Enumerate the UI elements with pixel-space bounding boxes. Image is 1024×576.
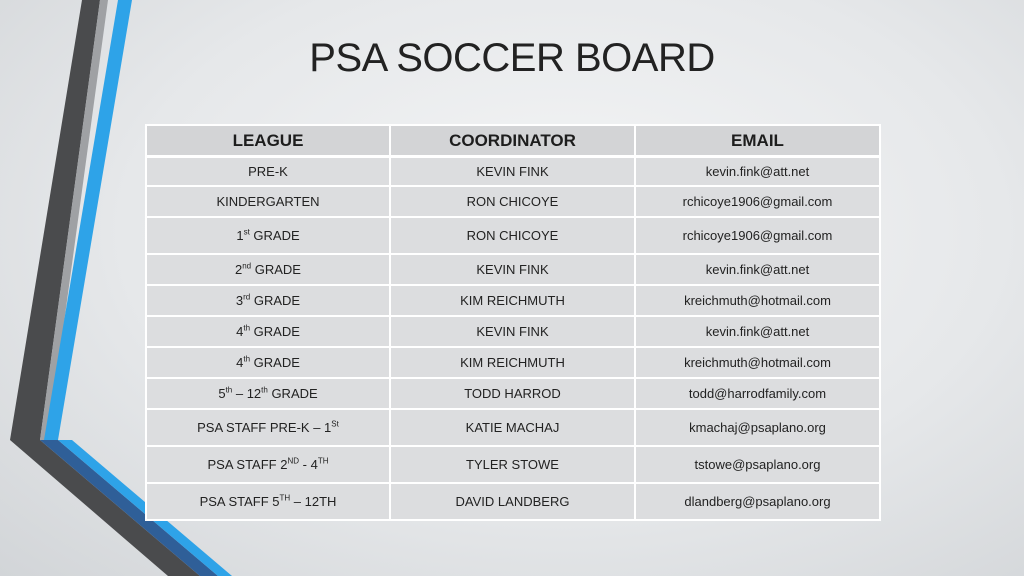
- grade-suffix: rd: [243, 292, 251, 302]
- header-coordinator: COORDINATOR: [390, 125, 635, 157]
- table-row: [146, 254, 880, 285]
- grade-suffix: th: [261, 385, 268, 395]
- grade-number: 1: [236, 228, 244, 243]
- league-cell: [146, 409, 390, 446]
- grade-suffix: th: [225, 385, 233, 395]
- league-cell: [146, 254, 390, 285]
- coordinator-cell: KEVIN FINK: [390, 316, 635, 347]
- grade-label: GRADE: [249, 228, 300, 243]
- grade-number: 3: [235, 293, 244, 308]
- league-cell: [146, 446, 390, 483]
- staff-label: PSA STAFF PRE-K – 1: [197, 420, 332, 435]
- grade-suffix: th: [243, 354, 251, 364]
- email-cell: kreichmuth@hotmail.com: [635, 347, 880, 378]
- grade-suffix: st: [243, 227, 250, 237]
- grade-suffix: St: [331, 419, 339, 429]
- league-cell: PRE-K: [146, 157, 390, 187]
- header-league: LEAGUE: [146, 125, 390, 157]
- league-cell: [146, 347, 390, 378]
- email-cell: kreichmuth@hotmail.com: [635, 285, 880, 316]
- email-cell: kevin.fink@att.net: [635, 316, 880, 347]
- table-row: [146, 409, 880, 446]
- coordinator-cell: KEVIN FINK: [390, 254, 635, 285]
- coordinator-cell: TYLER STOWE: [390, 446, 635, 483]
- email-cell: kmachaj@psaplano.org: [635, 409, 880, 446]
- coordinator-cell: RON CHICOYE: [390, 217, 635, 254]
- grade-number: 5: [218, 386, 226, 401]
- email-cell: kevin.fink@att.net: [635, 157, 880, 187]
- email-cell: tstowe@psaplano.org: [635, 446, 880, 483]
- table-row: [146, 378, 880, 409]
- grade-label: GRADE: [250, 355, 300, 370]
- grade-range: – 12: [232, 386, 262, 401]
- grade-range: - 4: [299, 457, 318, 472]
- table-row: [146, 186, 880, 217]
- staff-label: PSA STAFF 5: [199, 494, 280, 509]
- grade-suffix: TH: [317, 456, 329, 466]
- table-row: [146, 217, 880, 254]
- email-cell: rchicoye1906@gmail.com: [635, 186, 880, 217]
- email-cell: kevin.fink@att.net: [635, 254, 880, 285]
- grade-number: 4: [236, 355, 244, 370]
- coordinator-cell: KIM REICHMUTH: [390, 347, 635, 378]
- grade-label: GRADE: [251, 262, 301, 277]
- staff-label: PSA STAFF 2: [207, 457, 288, 472]
- table-row: [146, 285, 880, 316]
- email-cell: todd@harrodfamily.com: [635, 378, 880, 409]
- soccer-board-table: [145, 124, 881, 521]
- email-cell: dlandberg@psaplano.org: [635, 483, 880, 520]
- grade-suffix: nd: [242, 261, 252, 271]
- league-cell: [146, 483, 390, 520]
- coordinator-cell: KATIE MACHAJ: [390, 409, 635, 446]
- table-row: [146, 316, 880, 347]
- header-row: [146, 125, 880, 157]
- table-row: [146, 347, 880, 378]
- league-cell: [146, 285, 390, 316]
- grade-label: GRADE: [267, 386, 318, 401]
- coordinator-cell: RON CHICOYE: [390, 186, 635, 217]
- email-cell: rchicoye1906@gmail.com: [635, 217, 880, 254]
- coordinator-cell: DAVID LANDBERG: [390, 483, 635, 520]
- coordinator-cell: KEVIN FINK: [390, 157, 635, 187]
- coordinator-cell: TODD HARROD: [390, 378, 635, 409]
- grade-number: 4: [236, 324, 244, 339]
- table-row: [146, 157, 880, 187]
- grade-suffix: ND: [287, 456, 300, 466]
- table-row: [146, 446, 880, 483]
- coordinator-cell: KIM REICHMUTH: [390, 285, 635, 316]
- page-title: PSA SOCCER BOARD: [309, 36, 715, 80]
- grade-number: 2: [235, 262, 243, 277]
- league-cell: [146, 378, 390, 409]
- grade-label: GRADE: [250, 324, 300, 339]
- table-row: [146, 483, 880, 520]
- league-cell: KINDERGARTEN: [146, 186, 390, 217]
- header-email: EMAIL: [635, 125, 880, 157]
- league-cell: [146, 316, 390, 347]
- grade-suffix: TH: [279, 493, 291, 503]
- league-cell: [146, 217, 390, 254]
- grade-suffix: th: [243, 323, 251, 333]
- grade-label: – 12TH: [290, 494, 337, 509]
- grade-label: GRADE: [250, 293, 301, 308]
